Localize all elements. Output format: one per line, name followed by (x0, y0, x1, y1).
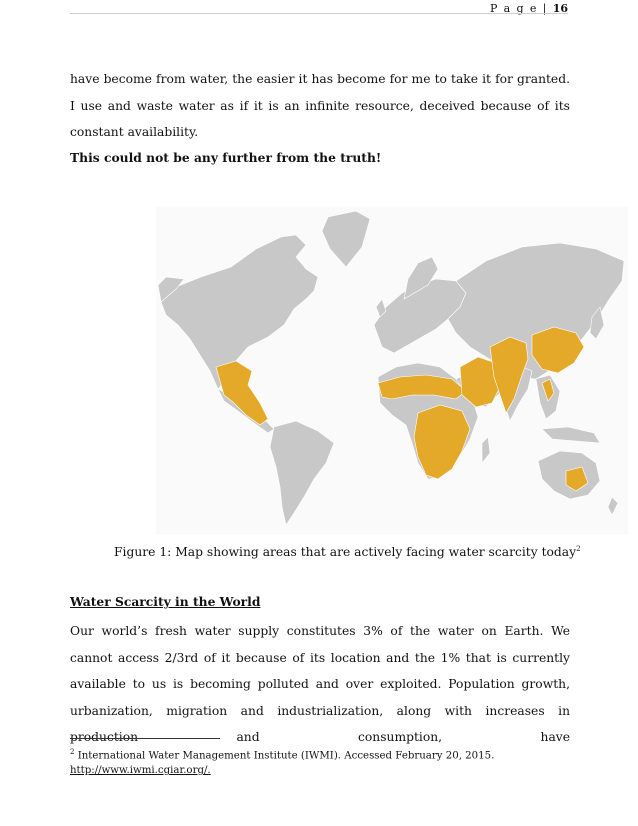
footnote-marker: 2 (70, 748, 75, 756)
scarcity-central-south-asia (490, 337, 528, 413)
land-indonesia (542, 427, 600, 443)
bold-statement: This could not be any further from the truth! (70, 150, 382, 165)
caption-text: Figure 1: Map showing areas that are actively facing water scarcity today (114, 545, 577, 560)
land-new-zealand (608, 497, 618, 515)
section-paragraph: Our world’s fresh water supply constitutes 3% of the water on Earth. We cannot access 2/3rd of it because of its location and the 1% that is currently available to us is becoming polluted and over exploited. Population growth, urbanization, migration and industrialization, along with increases in production and consumption, have (70, 624, 570, 744)
scarcity-china-mongolia (532, 327, 584, 373)
footnote-rule (70, 738, 220, 739)
world-map-svg (156, 207, 628, 535)
land-greenland (322, 211, 370, 267)
footnote (70, 745, 570, 778)
water-scarcity-map (156, 207, 628, 535)
land-madagascar (482, 437, 490, 463)
caption-footnote-ref: 2 (576, 545, 581, 553)
scarcity-southwest-us-mexico (216, 361, 268, 425)
land-south-america (270, 421, 334, 525)
page-number: 16 (552, 2, 568, 15)
header-rule (70, 13, 568, 14)
footnote-link[interactable]: http://www.iwmi.cgiar.org/. (70, 765, 211, 777)
section-heading: Water Scarcity in the World (70, 594, 261, 609)
page-label: P a g e | (489, 2, 548, 15)
footnote-text: International Water Management Institute (IWMI). Accessed February 20, 2015. (77, 750, 495, 762)
figure-caption (114, 545, 581, 559)
top-paragraph: have become from water, the easier it has become for me to take it for granted. I use and waste water as if it is an infinite resource, deceived because of its constant availability. (70, 72, 570, 139)
